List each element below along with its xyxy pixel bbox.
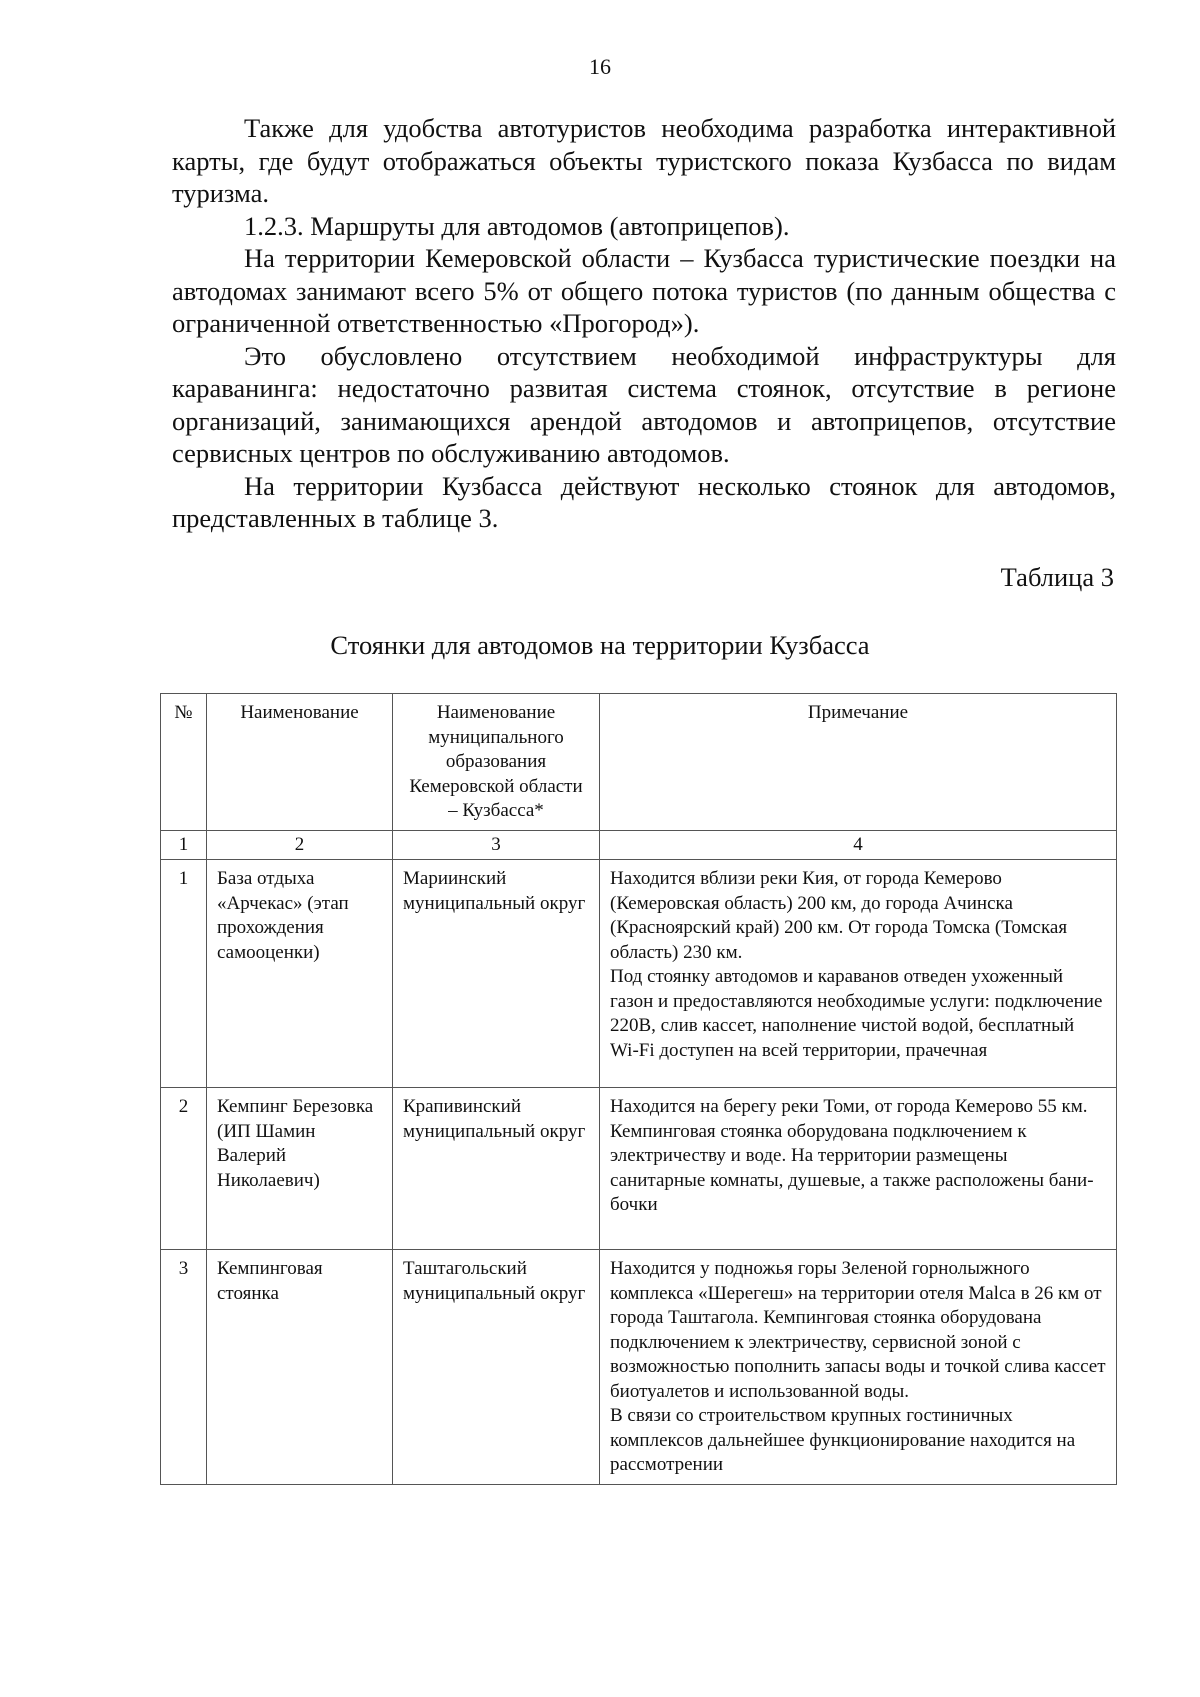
- header-no: №: [161, 694, 207, 831]
- table-row: [161, 1088, 1117, 1250]
- row-municipality: Таштагольский муниципальный округ: [393, 1250, 600, 1485]
- page-number: 16: [589, 54, 611, 79]
- row-number: 2: [161, 1088, 207, 1250]
- paragraph: Это обусловлено отсутствием необходимой инфраструктуры для караванинга: недостаточно развитая система стоянок, отсутствие в регионе организаций, занимающихся арендой автодомов и автоприцепов, отсутствие сервисных центров по обслуживанию автодомов.: [172, 340, 1116, 468]
- table-row: [161, 1250, 1117, 1485]
- parking-table: [160, 693, 1117, 1485]
- header-municipality: Наименование муниципального образования Кемеровской области – Кузбасса*: [393, 694, 600, 831]
- note-line: В связи со строительством крупных гостиничных комплексов дальнейшее функционирование находится на рассмотрении: [610, 1405, 1076, 1475]
- row-note: [600, 860, 1117, 1088]
- header-name: Наименование: [207, 694, 393, 831]
- column-number: 1: [161, 830, 207, 860]
- row-number: 1: [161, 860, 207, 1088]
- note-line: Находится у подножья горы Зеленой горнолыжного комплекса «Шерегеш» на территории отеля Malca в 26 км от города Таштагола. Кемпинговая стоянка оборудована подключением к электричеству, сервисной зоной с возможностью пополнить запасы воды и точкой слива кассет биотуалетов и использованной воды.: [610, 1258, 1106, 1402]
- column-number: 4: [600, 830, 1117, 860]
- row-note: [600, 1250, 1117, 1485]
- table-label: Таблица 3: [1000, 562, 1114, 592]
- section-heading: 1.2.3. Маршруты для автодомов (автоприцепов).: [244, 210, 790, 241]
- row-note: [600, 1088, 1117, 1250]
- column-number: 3: [393, 830, 600, 860]
- paragraph: На территории Кемеровской области – Кузбасса туристические поездки на автодомах занимают всего 5% от общего потока туристов (по данным общества с ограниченной ответственностью «Прогород»).: [172, 243, 1116, 338]
- paragraph: Также для удобства автотуристов необходима разработка интерактивной карты, где будут отображаться объекты туристского показа Кузбасса по видам туризма.: [172, 113, 1116, 208]
- note-line: Кемпинговая стоянка оборудована подключением к электричеству и воде. На территории размещены санитарные комнаты, душевые, а также расположены бани-бочки: [610, 1120, 1094, 1215]
- table-header-row: [161, 694, 1117, 831]
- table-title: Стоянки для автодомов на территории Кузбасса: [330, 630, 870, 660]
- column-number: 2: [207, 830, 393, 860]
- column-number-row: [161, 830, 1117, 860]
- row-number: 3: [161, 1250, 207, 1485]
- body-text: [172, 112, 1116, 535]
- row-name: Кемпинг Березовка (ИП Шамин Валерий Николаевич): [207, 1088, 393, 1250]
- note-line: Под стоянку автодомов и караванов отведен ухоженный газон и предоставляются необходимые услуги: подключение 220В, слив кассет, наполнение чистой водой, бесплатный Wi-Fi доступен на всей территории, прачечная: [610, 966, 1103, 1061]
- row-name: База отдыха «Арчекас» (этап прохождения самооценки): [207, 860, 393, 1088]
- note-line: Находится вблизи реки Кия, от города Кемерово (Кемеровская область) 200 км, до города Ачинска (Красноярский край) 200 км. От города Томска (Томская область) 230 км.: [610, 868, 1068, 963]
- row-municipality: Мариинский муниципальный округ: [393, 860, 600, 1088]
- row-municipality: Крапивинский муниципальный округ: [393, 1088, 600, 1250]
- note-line: Находится на берегу реки Томи, от города Кемерово 55 км.: [610, 1096, 1088, 1117]
- table-row: [161, 860, 1117, 1088]
- header-note: Примечание: [600, 694, 1117, 831]
- row-name: Кемпинговая стоянка: [207, 1250, 393, 1485]
- paragraph: На территории Кузбасса действуют несколько стоянок для автодомов, представленных в таблице 3.: [172, 470, 1116, 533]
